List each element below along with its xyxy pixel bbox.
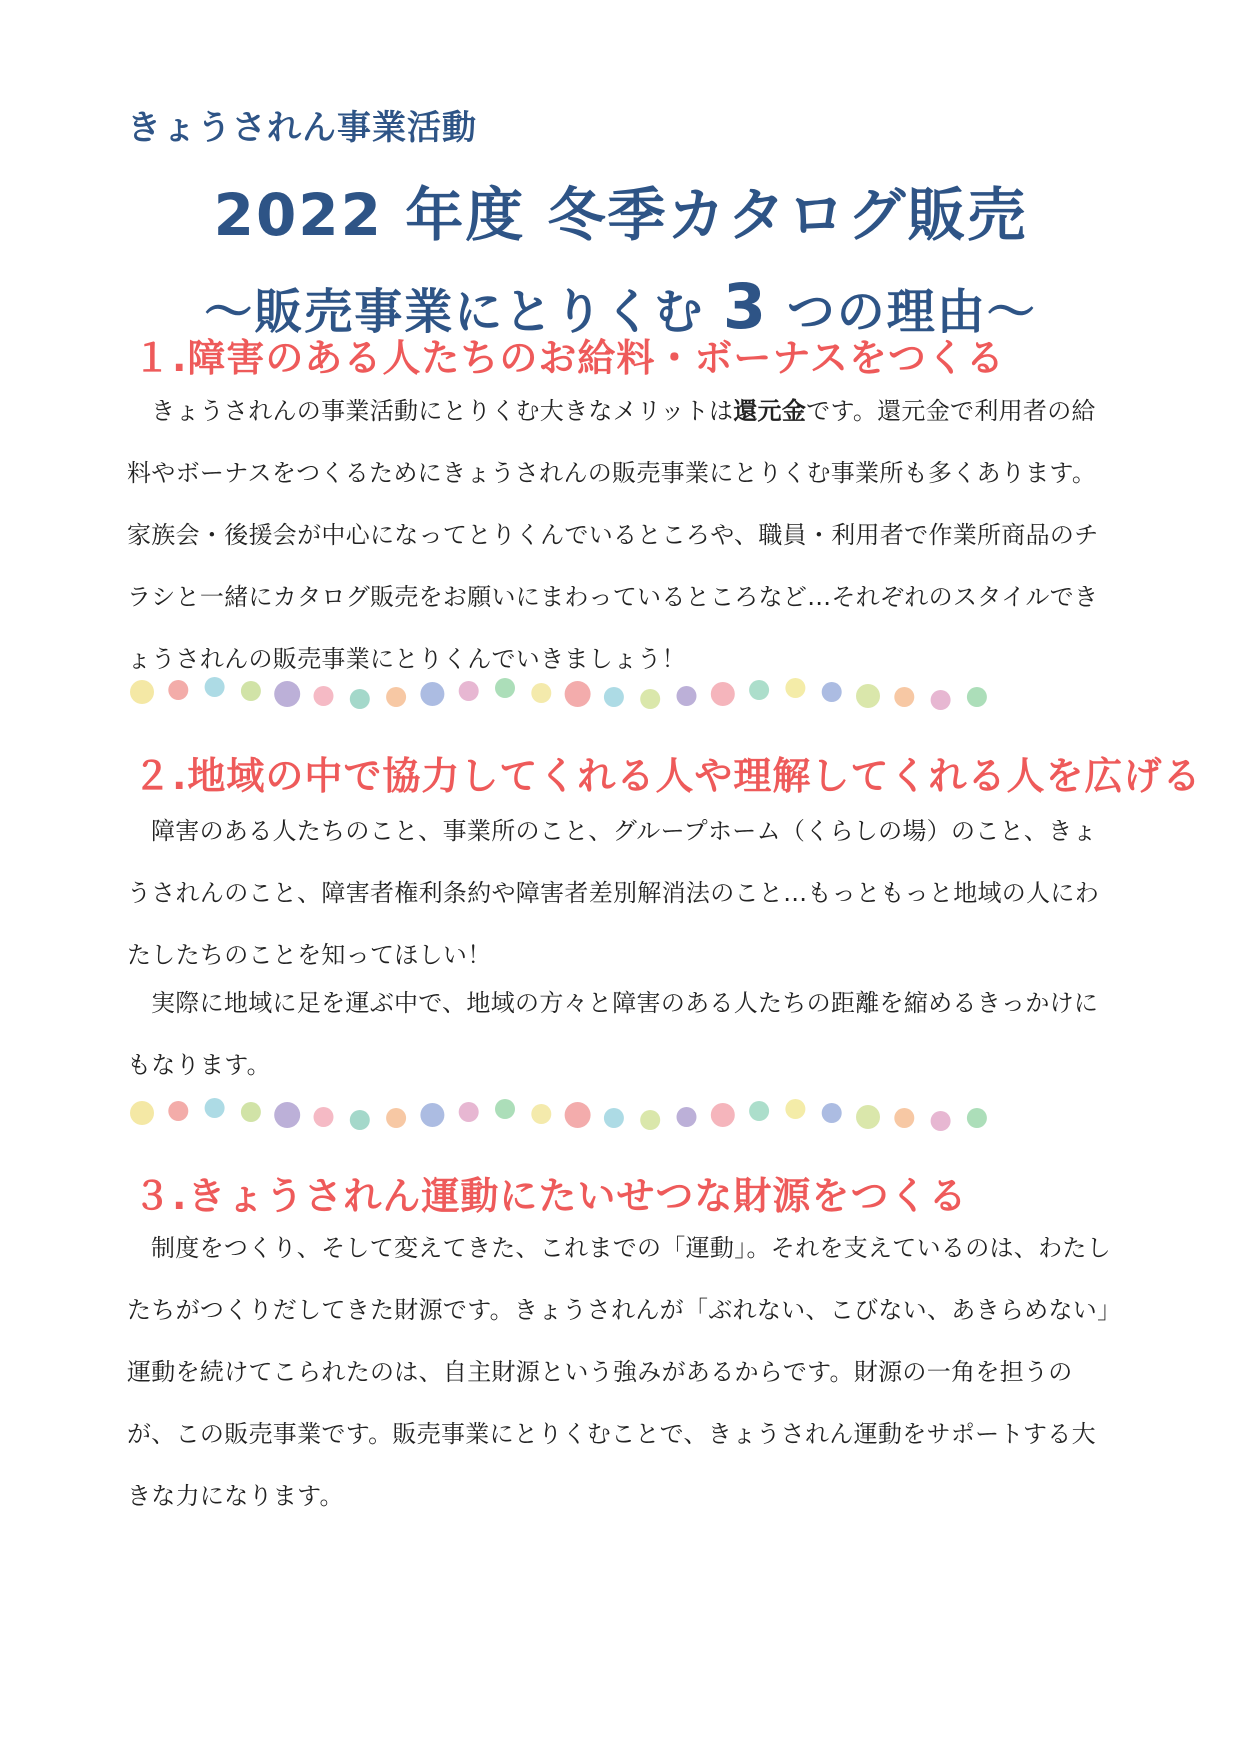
decorative-dot [168,1101,188,1121]
decorative-dot [711,1103,735,1127]
dot-divider-1 [130,664,1110,724]
decorative-dot [459,681,479,701]
dot-divider-2 [130,1085,1110,1145]
decorative-dot [420,682,444,706]
decorative-dot [386,687,406,707]
decorative-dot [711,682,735,706]
decorative-dot [640,1110,660,1130]
decorative-dot [967,687,987,707]
decorative-dot [931,1111,951,1131]
section-3-heading: ３.きょうされん運動にたいせつな財源をつくる [133,1174,968,1218]
decorative-dot [168,680,188,700]
decorative-dot [130,1101,154,1125]
decorative-dot [314,1107,334,1127]
decorative-dot [459,1102,479,1122]
decorative-dot [749,1101,769,1121]
decorative-dot [350,689,370,709]
section-2-paragraph-2: 実際に地域に足を運ぶ中で、地域の方々と障害のある人たちの距離を縮めるきっかけにもなります。 [127,989,1099,1079]
decorative-dot [677,1107,697,1127]
decorative-dot [241,681,261,701]
decorative-dot [314,686,334,706]
decorative-dot [420,1103,444,1127]
decorative-dot [785,1099,805,1119]
decorative-dot [386,1108,406,1128]
decorative-dot [241,1102,261,1122]
decorative-dot [130,680,154,704]
decorative-dot [531,683,551,703]
subtitle-prefix: ～販売事業にとりくむ [204,284,723,340]
decorative-dot [274,1102,300,1128]
decorative-dot [531,1104,551,1124]
decorative-dot [350,1110,370,1130]
section-1-paragraph [127,380,1117,690]
decorative-dot [565,1102,591,1128]
section-1-text-bold: 還元金 [733,397,807,425]
section-1-text-end: です。還元金で利用者の給料やボーナスをつくるためにきょうされんの販売事業にとりくむ事業所も多くあります。家族会・後援会が中心になってとりくんでいるところや、職員・利用者で作業所商品のチラシと一緒にカタログ販売をお願いにまわっているところなど…それぞれのスタイルできょうされんの販売事業にとりくんでいきましょう！ [127,397,1099,673]
decorative-dot [785,678,805,698]
decorative-dot [822,1103,842,1123]
decorative-dot [604,687,624,707]
decorative-dot [274,681,300,707]
section-1-heading: １.障害のある人たちのお給料・ボーナスをつくる [133,336,1005,380]
subtitle-number: 3 [722,270,769,343]
decorative-dot [749,680,769,700]
section-3-paragraph: 制度をつくり、そして変えてきた、これまでの「運動」。それを支えているのは、わたしたちがつくりだしてきた財源です。きょうされんが「ぶれない、こびない、あきらめない」運動を続けてこられたのは、自主財源という強みがあるからです。財源の一角を担うのが、この販売事業です。販売事業にとりくむことで、きょうされん運動をサポートする大きな力になります。 [127,1234,1111,1510]
decorative-dot [495,1099,515,1119]
decorative-dot [894,1108,914,1128]
decorative-dot [205,677,225,697]
decorative-dot [856,684,880,708]
decorative-dot [931,690,951,710]
decorative-dot [967,1108,987,1128]
decorative-dot [677,686,697,706]
kicker-label: きょうされん事業活動 [127,108,477,148]
decorative-dot [495,678,515,698]
section-2-paragraph-1: 障害のある人たちのこと、事業所のこと、グループホーム（くらしの場）のこと、きょうされんのこと、障害者権利条約や障害者差別解消法のこと…もっともっと地域の人にわたしたちのことを知ってほしい！ [127,817,1099,969]
decorative-dot [604,1108,624,1128]
decorative-dot [565,681,591,707]
decorative-dot [205,1098,225,1118]
section-1-text-start: きょうされんの事業活動にとりくむ大きなメリットは [151,397,734,425]
decorative-dot [640,689,660,709]
decorative-dot [856,1105,880,1129]
decorative-dot [822,682,842,702]
subtitle-suffix: つの理由～ [768,284,1037,340]
page-title: 2022 年度 冬季カタログ販売 [213,181,1028,249]
decorative-dot [894,687,914,707]
section-2-heading: ２.地域の中で協力してくれる人や理解してくれる人を広げる [133,754,1202,798]
